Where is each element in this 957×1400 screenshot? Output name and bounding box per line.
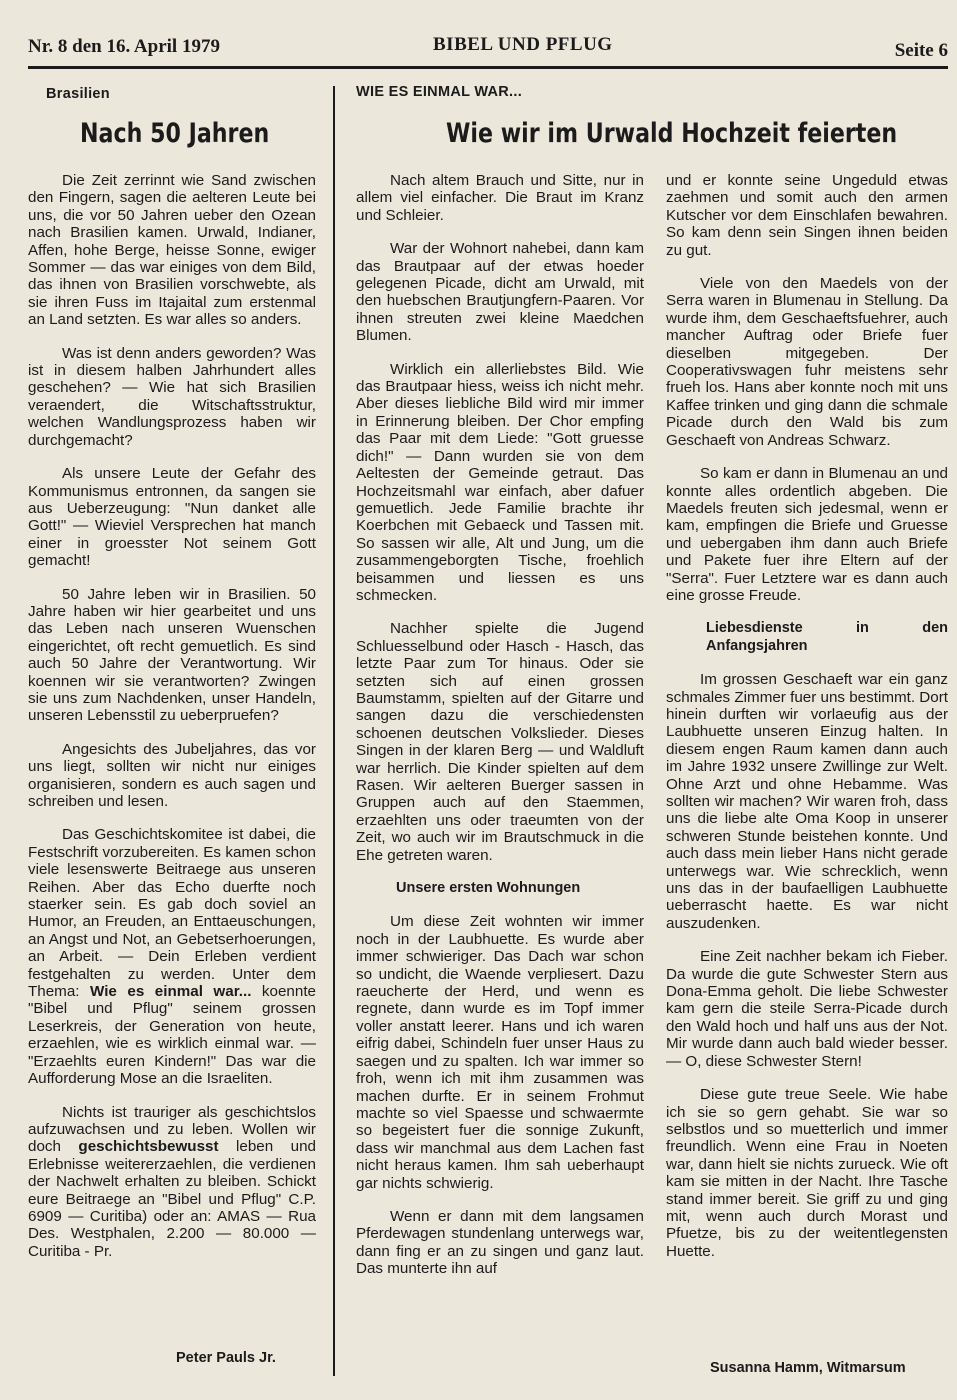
right-article-column-2 [666, 172, 948, 1276]
paragraph: Angesichts des Jubeljahres, das vor uns liegt, sollten wir nicht nur einiges organisieren, sondern es auch sagen und schreiben und lesen. [28, 740, 316, 810]
paragraph: Wenn er dann mit dem langsamen Pferdewagen stundenlang unterwegs war, dann fing er an zu singen und ganz laut. Das munterte ihn auf [356, 1207, 644, 1278]
paragraph: So kam er dann in Blumenau an und konnte alles ordentlich abgeben. Die Maedels freuten sich jedesmal, wenn er kam, empfingen die Briefe und Gruesse und uebergaben ihm dann auch Briefe und Pakete fuer ihre Eltern auf der "Serra". Fuer Letztere war es dann auch eine grosse Freude. [666, 465, 948, 604]
paragraph [28, 1104, 316, 1261]
newspaper-title: BIBEL UND PFLUG [433, 34, 613, 55]
paragraph: Eine Zeit nachher bekam ich Fieber. Da wurde die gute Schwester Stern aus Dona-Emma geholt. Die liebe Schwester kam gern die steile Serra-Picade durch den Wald hoch und half uns aus der Not. Mir wurde dann auch bald wieder besser. — O, diese Schwester Stern! [666, 948, 948, 1070]
page-number: Seite 6 [894, 40, 948, 61]
left-headline: Nach 50 Jahren [80, 118, 270, 149]
left-signature: Peter Pauls Jr. [176, 1350, 276, 1366]
paragraph: Was ist denn anders geworden? Was ist in diesem halben Jahrhundert alles geschehen? — Wie hat sich Brasilien veraendert, die Witschaftsstruktur, welchen Wandlungsprozess haben wir durchgemacht? [28, 344, 316, 449]
paragraph: 50 Jahre leben wir in Brasilien. 50 Jahre haben wir hier gearbeitet und uns das Leben nach unseren Wuenschen eingerichtet, oft recht gemuetlich. Es sind auch 50 Jahre der Verantwortung. Wir koennen wir sie verantworten? Zwingen sie uns zum Nachdenken, unser Handeln, unseren Lebensstil zu ueberpruefen? [28, 585, 316, 725]
series-title: Wie es einmal war... [90, 983, 252, 1001]
right-article-column-1 [356, 172, 644, 1294]
right-kicker: WIE ES EINMAL WAR... [356, 84, 523, 100]
paragraph: Wirklich ein allerliebstes Bild. Wie das Brautpaar hiess, weiss ich nicht mehr. Aber dieses liebliche Bild wird mir immer in Erinnerung bleiben. Der Chor empfing das Paar mit dem Liede: "Gott gruesse dich!" — Dann wurden sie von dem Aeltesten der Gemeinde getraut. Das Hochzeitsmahl war einfach, aber dafuer gemuetlich. Jede Familie brachte ihr Koerbchen mit Gebaeck und Tassen mit. So sassen wir alle, Alt und Jung, um die zusammengeborgten Tische, froehlich beisammen und liessen es uns schmecken. [356, 360, 644, 604]
subheading: Unsere ersten Wohnungen [396, 880, 581, 897]
masthead-rule [28, 66, 948, 69]
right-signature: Susanna Hamm, Witmarsum [710, 1360, 906, 1376]
emphasis: geschichtsbewusst [78, 1138, 219, 1156]
text-run: leben und Erlebnisse weitererzaehlen, die verdienen der Nachwelt erhalten zu bleiben. Schickt eure Beitraege an "Bibel und Pflug" C.P. 6909 — Curitiba) oder an: AMAS — Rua Des. Westphalen, 2.200 — 80.000 — Curitiba - Pr. [28, 1138, 316, 1260]
paragraph [28, 826, 316, 1087]
subheading: Liebesdienste in den Anfangsjahren [706, 620, 948, 654]
column-divider [333, 86, 335, 1376]
paragraph: Um diese Zeit wohnten wir immer noch in der Laubhuette. Es wurde aber immer schwieriger. Das Dach war schon so undicht, die Waende verpliesert. Dazu raeucherte der Herd, und wenn es regnete, dann wurde es im Topf immer voller anstatt leerer. Hans und ich waren eifrig dabei, Schindeln fuer unser Haus zu saegen und zu spalten. Ich war immer so froh, wenn ich mit ihm zusammen was machen durfte. Er in seinem Frohmut machte so viel Spaesse und schwaermte so begeistert fuer die sonnige Zukunft, dass wir manchmal aus dem Lachen fast nicht heraus kamen. Ihm sah ueberhaupt gar nichts schwierig. [356, 913, 644, 1192]
paragraph: und er konnte seine Ungeduld etwas zaehmen und somit auch den armen Kutscher vor dem Einschlafen bewahren. So kam denn sein Singen ihnen beiden zu gut. [666, 172, 948, 259]
text-run: koennte "Bibel und Pflug" seinem grossen Leserkreis, der Generation von heute, erzaehlen, wie es wirklich einmal war. — "Erzaehlts euren Kindern!" Das war die Aufforderung Mose an die Israeliten. [28, 983, 316, 1088]
paragraph: War der Wohnort nahebei, dann kam das Brautpaar auf der etwas hoeder gelegenen Picade, dicht am Urwald, mit den huebschen Brautjungfern-Paaren. Vor ihnen streuten zwei kleine Maedchen Blumen. [356, 240, 644, 345]
paragraph: Die Zeit zerrinnt wie Sand zwischen den Fingern, sagen die aelteren Leute bei uns, die vor 50 Jahren ueber den Ozean nach Brasilien kamen. Urwald, Indianer, Affen, hohe Berge, heisse Sonne, ewiger Sommer — das war einiges von dem Bild, das ihnen von Brasilien vorschwebte, als sie ihren Fuss im Itajaital zum erstenmal an Land setzten. Es war alles so anders. [28, 172, 316, 329]
left-article-body [28, 172, 316, 1276]
issue-date: Nr. 8 den 16. April 1979 [28, 36, 220, 57]
paragraph: Nach altem Brauch und Sitte, nur in allem viel einfacher. Die Braut im Kranz und Schleier. [356, 172, 644, 224]
text-run: Nichts ist trauriger als geschichtslos aufzuwachsen und zu leben. Wollen wir doch [28, 1103, 316, 1156]
paragraph: Diese gute treue Seele. Wie habe ich sie so gern gehabt. Sie war so selbstlos und so muetterlich und immer freundlich. Wenn eine Frau in Noeten war, dann hielt sie nichts zurueck. Wie oft kam sie mitten in der Nacht. Ihre Tasche stand immer bereit. Sie griff zu und ging mit, wenn auch durch Morast und Pfuetze, bis zu der weitentlegensten Huette. [666, 1086, 948, 1260]
right-headline: Wie wir im Urwald Hochzeit feierten [446, 118, 898, 149]
paragraph: Als unsere Leute der Gefahr des Kommunismus entronnen, da sangen sie aus Ueberzeugung: "Nun danket alle Gott!" — Wieviel Versprechen hat manch einer in groesster Not seinem Gott gemacht! [28, 465, 316, 570]
left-kicker: Brasilien [46, 86, 110, 102]
text-run: Das Geschichtskomitee ist dabei, die Festschrift vorzubereiten. Es kamen schon viele lesenswerte Beitraege aus unseren Reihen. Aber das Echo duerfte noch staerker sein. Es gab doch soviel an Humor, an Freuden, an Enttaeuschungen, an Angst und Not, an Gebetserhoerungen, an Arbeit. — Dein Erleben verdient festgehalten zu werden. Unter dem Thema: [28, 826, 316, 1001]
masthead [28, 30, 948, 66]
paragraph: Im grossen Geschaeft war ein ganz schmales Zimmer fuer uns bestimmt. Dort hinein durften wir vorlaeufig aus der Laubhuette unseren Einzug halten. In diesem engen Raum kamen dann auch im Jahre 1932 unsere Zwillinge zur Welt. Ohne Arzt und ohne Hebamme. Was sollten wir machen? Wir waren froh, dass uns die liebe alte Oma Koop in unserer schweren Stunde beistehen konnte. Und auch dass mein lieber Hans nicht gerade unterwegs war. Wie schrecklich, wenn uns das in der baufaelligen Laubhuette ueberrascht haette. Es war nicht auszudenken. [666, 671, 948, 932]
paragraph: Nachher spielte die Jugend Schluesselbund oder Hasch - Hasch, das letzte Paar zum Tor hinaus. Oder sie setzten sich auf einen grossen Baumstamm, spielten auf der Gitarre und sangen dazu die verschiedensten schoenen deutschen Volkslieder. Dieses Singen in der klaren Berg — und Waldluft war herrlich. Die Kinder spielten auf dem Rasen. Wir aelteren Buerger sassen in Gruppen auch auf den Staemmen, erzaehlten uns oder traeumten von der Zeit, wo auch wir im Brautschmuck in die Ehe getreten waren. [356, 620, 644, 864]
paragraph: Viele von den Maedels von der Serra waren in Blumenau in Stellung. Da wurde ihm, dem Geschaeftsfuehrer, auch mancher Auftrag oder Briefe fuer dieselben mitgegeben. Der Cooperativswagen fuhr meistens sehr frueh los. Hans aber konnte noch mit uns Kaffee trinken und ging dann die schmale Picade durch den Wald bis zum Geschaeft von Andreas Schwarz. [666, 275, 948, 449]
